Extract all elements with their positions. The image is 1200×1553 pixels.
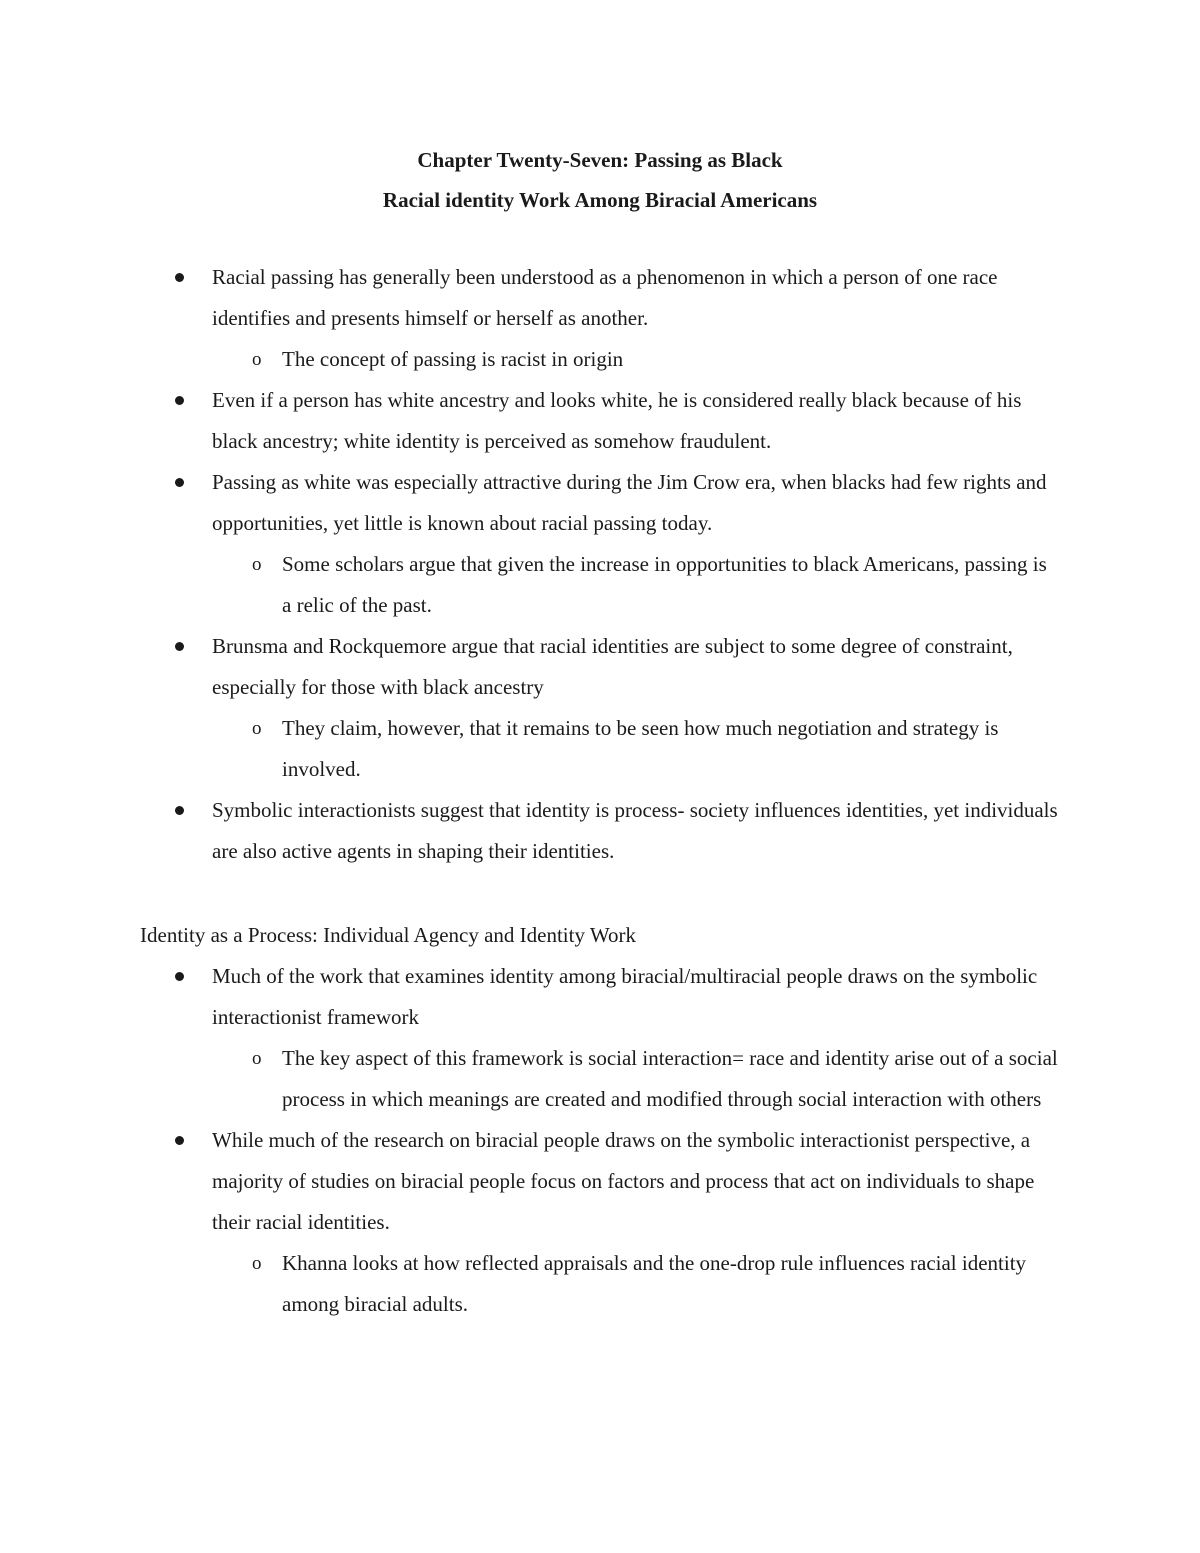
bullet-dot-icon	[175, 396, 184, 405]
sub-bullet-icon: o	[252, 1253, 262, 1274]
sub-list-item	[212, 1243, 1060, 1325]
bullet-dot-icon	[175, 478, 184, 487]
bullet-dot-icon	[175, 972, 184, 981]
list-item	[140, 790, 1060, 872]
bullet-dot-icon	[175, 806, 184, 815]
sub-bullet-text: The key aspect of this framework is social interaction= race and identity arise out of a social process in which meanings are created and modified through social interaction with others	[282, 1046, 1058, 1111]
bullet-dot-icon	[175, 273, 184, 282]
sub-list	[212, 1243, 1060, 1325]
title-block	[0, 140, 1200, 220]
section-passing	[140, 257, 1060, 872]
sub-list-item	[212, 1038, 1060, 1120]
chapter-title: Chapter Twenty-Seven: Passing as Black	[417, 148, 783, 172]
sub-bullet-text: Khanna looks at how reflected appraisals and the one-drop rule influences racial identity among biracial adults.	[282, 1251, 1027, 1316]
sub-list-item	[212, 708, 1060, 790]
sub-bullet-icon: o	[252, 1048, 262, 1069]
list-item	[140, 1120, 1060, 1325]
sub-list	[212, 339, 1060, 380]
sub-bullet-text: The concept of passing is racist in origin	[282, 347, 624, 371]
bullet-text: Passing as white was especially attractive during the Jim Crow era, when blacks had few rights and opportunities, yet little is known about racial passing today.	[212, 470, 1047, 535]
sub-bullet-text: They claim, however, that it remains to be seen how much negotiation and strategy is involved.	[282, 716, 999, 781]
section-heading: Identity as a Process: Individual Agency and Identity Work	[140, 923, 636, 947]
sub-bullet-icon: o	[252, 718, 262, 739]
chapter-subtitle: Racial identity Work Among Biracial Americans	[382, 188, 818, 212]
list-item	[140, 626, 1060, 790]
sub-bullet-text: Some scholars argue that given the increase in opportunities to black Americans, passing is a relic of the past.	[282, 552, 1047, 617]
bullet-text: Even if a person has white ancestry and looks white, he is considered really black because of his black ancestry; white identity is perceived as somehow fraudulent.	[212, 388, 1022, 453]
bullet-text: Symbolic interactionists suggest that identity is process- society influences identities, yet individuals are also active agents in shaping their identities.	[212, 798, 1058, 863]
list-item	[140, 462, 1060, 626]
bullet-text: Brunsma and Rockquemore argue that racial identities are subject to some degree of constraint, especially for those with black ancestry	[212, 634, 1013, 699]
sub-bullet-icon: o	[252, 349, 262, 370]
list-item	[140, 956, 1060, 1120]
sub-list	[212, 708, 1060, 790]
bullet-text: Racial passing has generally been understood as a phenomenon in which a person of one race identifies and presents himself or herself as another.	[212, 265, 998, 330]
sub-list	[212, 544, 1060, 626]
sub-list	[212, 1038, 1060, 1120]
bullet-list	[140, 956, 1060, 1325]
bullet-dot-icon	[175, 642, 184, 651]
list-item	[140, 380, 1060, 462]
bullet-list	[140, 257, 1060, 872]
list-item	[140, 257, 1060, 380]
bullet-dot-icon	[175, 1136, 184, 1145]
bullet-text: Much of the work that examines identity among biracial/multiracial people draws on the symbolic interactionist framework	[212, 964, 1038, 1029]
sub-list-item	[212, 544, 1060, 626]
section-identity-process	[140, 915, 1060, 1325]
sub-list-item	[212, 339, 1060, 380]
bullet-text: While much of the research on biracial people draws on the symbolic interactionist perspective, a majority of studies on biracial people focus on factors and process that act on individuals to shape their racial identities.	[212, 1128, 1035, 1234]
sub-bullet-icon: o	[252, 554, 262, 575]
